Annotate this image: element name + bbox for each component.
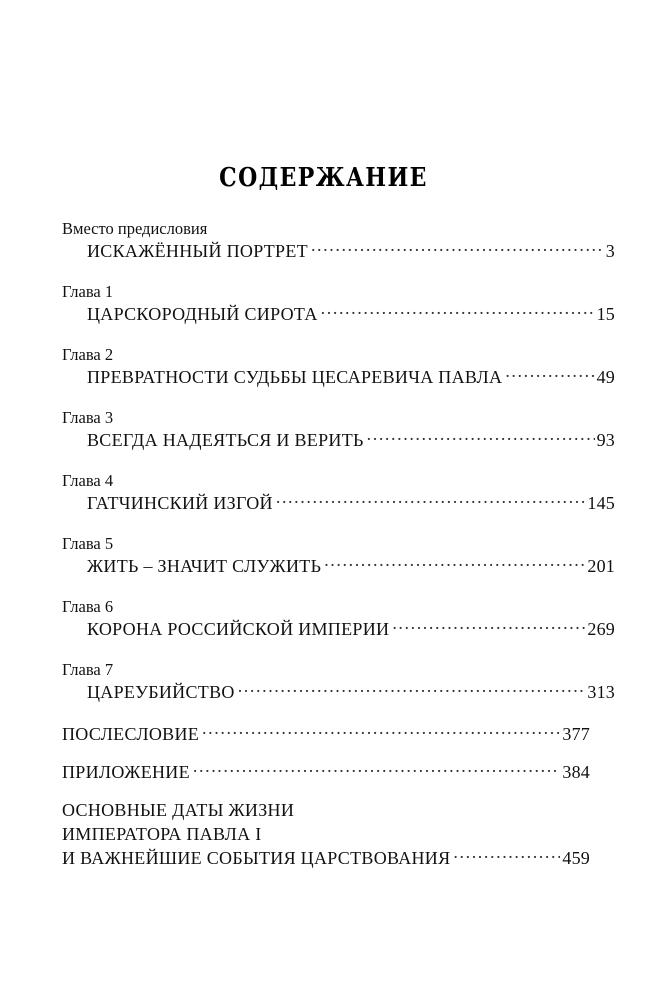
toc-entry-key-dates[interactable] (62, 798, 590, 870)
toc-entry-page-number: 145 (587, 493, 615, 513)
toc-entry-label: Глава 1 (62, 282, 114, 301)
toc-entry-title: ПРЕВРАТНОСТИ СУДЬБЫ ЦЕСАРЕВИЧА ПАВЛА (87, 367, 503, 387)
toc-entry-row[interactable] (62, 760, 590, 784)
toc-entry-page-number: 201 (587, 556, 615, 576)
dot-leader (453, 846, 560, 864)
toc-entry-label: Глава 3 (62, 408, 114, 427)
toc-entry[interactable] (62, 407, 615, 452)
toc-entry-row[interactable] (62, 365, 615, 389)
toc-entry-row[interactable] (62, 239, 615, 263)
dot-leader (202, 722, 560, 740)
dot-leader (321, 302, 595, 320)
toc-entry-row[interactable] (62, 302, 615, 326)
toc-entry-row[interactable] (62, 554, 615, 578)
dot-leader (367, 428, 595, 446)
toc-entry[interactable] (62, 281, 615, 326)
toc-entry-title: ВСЕГДА НАДЕЯТЬСЯ И ВЕРИТЬ (87, 430, 364, 450)
toc-entry-page-number: 3 (605, 241, 615, 261)
toc-entry-row[interactable] (62, 491, 615, 515)
toc-entry-row[interactable] (62, 428, 615, 452)
page-title: СОДЕРЖАНИЕ (219, 163, 428, 193)
toc-entry-label: Глава 4 (62, 471, 114, 490)
toc-entry-page-number: 459 (562, 848, 590, 868)
toc-entry-page-number: 313 (587, 682, 615, 702)
dot-leader (324, 554, 585, 572)
table-of-contents-list (62, 218, 615, 870)
toc-entry-title-line-1: ОСНОВНЫЕ ДАТЫ ЖИЗНИ (62, 800, 295, 820)
toc-entry-page-number: 93 (596, 430, 615, 450)
toc-entry-title: ЦАРЕУБИЙСТВО (87, 682, 235, 702)
toc-entry-page-number: 384 (562, 762, 590, 782)
dot-leader (392, 617, 585, 635)
dot-leader (193, 760, 561, 778)
toc-entry[interactable] (62, 470, 615, 515)
toc-entry-title-line-3: И ВАЖНЕЙШИЕ СОБЫТИЯ ЦАРСТВОВАНИЯ (62, 848, 451, 868)
toc-entry-appendix[interactable] (62, 760, 590, 784)
toc-entry-page-number: 377 (562, 724, 590, 744)
toc-entry[interactable] (62, 596, 615, 641)
toc-entry-row[interactable] (62, 846, 590, 870)
toc-entry[interactable] (62, 218, 615, 263)
toc-entry-afterword[interactable] (62, 722, 590, 746)
toc-entry-row[interactable] (62, 680, 615, 704)
toc-entry[interactable] (62, 533, 615, 578)
toc-entry-title: ЦАРСКОРОДНЫЙ СИРОТА (87, 304, 318, 324)
dot-leader (276, 491, 586, 509)
toc-entry-title: ПРИЛОЖЕНИЕ (62, 762, 190, 782)
toc-entry-page-number: 269 (587, 619, 615, 639)
toc-entry-label: Глава 6 (62, 597, 114, 616)
toc-entry[interactable] (62, 344, 615, 389)
toc-entry-title-line-2: ИМПЕРАТОРА ПАВЛА I (62, 824, 262, 844)
toc-entry[interactable] (62, 659, 615, 704)
toc-entry-title: ПОСЛЕСЛОВИЕ (62, 724, 200, 744)
toc-entry-label: Вместо предисловия (62, 219, 208, 238)
dot-leader (505, 365, 594, 383)
toc-entry-row[interactable] (62, 722, 590, 746)
dot-leader (238, 680, 586, 698)
toc-entry-page-number: 49 (596, 367, 615, 387)
toc-entry-label: Глава 2 (62, 345, 114, 364)
toc-entry-title: ГАТЧИНСКИЙ ИЗГОЙ (87, 493, 273, 513)
toc-entry-label: Глава 5 (62, 534, 114, 553)
toc-entry-title: ИСКАЖЁННЫЙ ПОРТРЕТ (87, 241, 308, 261)
toc-entry-title: КОРОНА РОССИЙСКОЙ ИМПЕРИИ (87, 619, 390, 639)
dot-leader (311, 239, 604, 257)
toc-entry-page-number: 15 (596, 304, 615, 324)
toc-entry-row[interactable] (62, 617, 615, 641)
toc-entry-label: Глава 7 (62, 660, 114, 679)
toc-entry-title: ЖИТЬ – ЗНАЧИТ СЛУЖИТЬ (87, 556, 322, 576)
